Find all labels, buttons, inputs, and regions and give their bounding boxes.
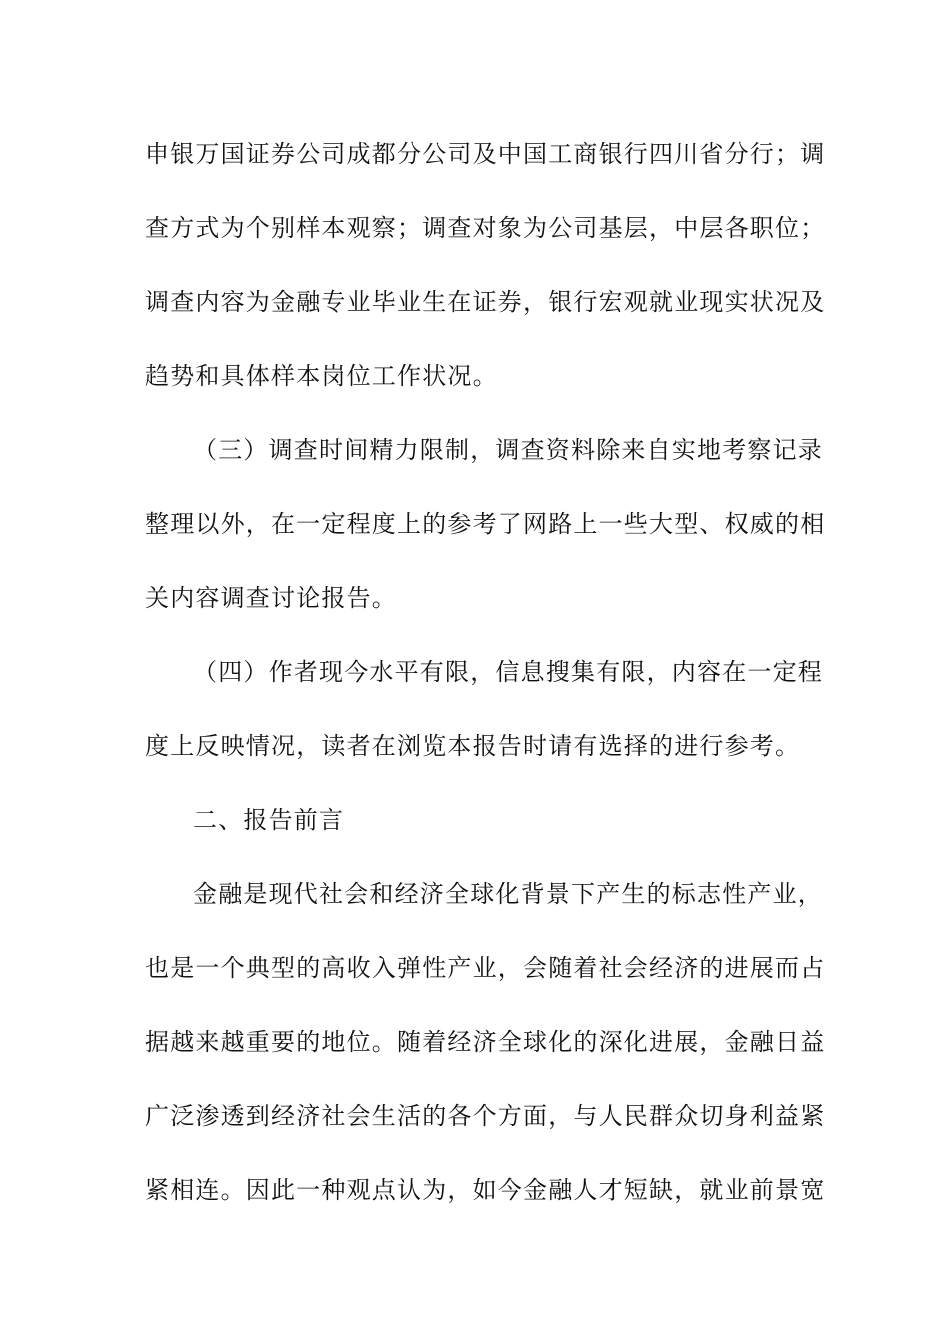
paragraph-line: （三）调查时间精力限制，调查资料除来自实地考察记录 (193, 436, 823, 464)
paragraph-line: 金融是现代社会和经济全球化背景下产生的标志性产业， (193, 880, 823, 908)
paragraph-line: （四）作者现今水平有限，信息搜集有限，内容在一定程 (193, 658, 823, 686)
paragraph-line: 整理以外，在一定程度上的参考了网路上一些大型、权威的相 (145, 510, 826, 538)
paragraph-line: 紧相连。因此一种观点认为，如今金融人才短缺，就业前景宽 (145, 1176, 826, 1204)
paragraph-line: 查方式为个别样本观察；调查对象为公司基层，中层各职位； (145, 214, 826, 242)
paragraph-line: 据越来越重要的地位。随着经济全球化的深化进展，金融日益 (145, 1028, 826, 1056)
paragraph-line: 广泛渗透到经济社会生活的各个方面，与人民群众切身利益紧 (145, 1102, 826, 1130)
paragraph-line: 调查内容为金融专业毕业生在证券，银行宏观就业现实状况及 (145, 288, 826, 316)
paragraph-line: 也是一个典型的高收入弹性产业，会随着社会经济的进展而占 (145, 954, 826, 982)
paragraph-line: 申银万国证券公司成都分公司及中国工商银行四川省分行；调 (145, 140, 826, 168)
paragraph-line: 关内容调查讨论报告。 (145, 584, 397, 612)
section-heading: 二、报告前言 (193, 806, 345, 834)
paragraph-line: 趋势和具体样本岗位工作状况。 (145, 362, 498, 390)
paragraph-line: 度上反映情况，读者在浏览本报告时请有选择的进行参考。 (145, 732, 801, 760)
